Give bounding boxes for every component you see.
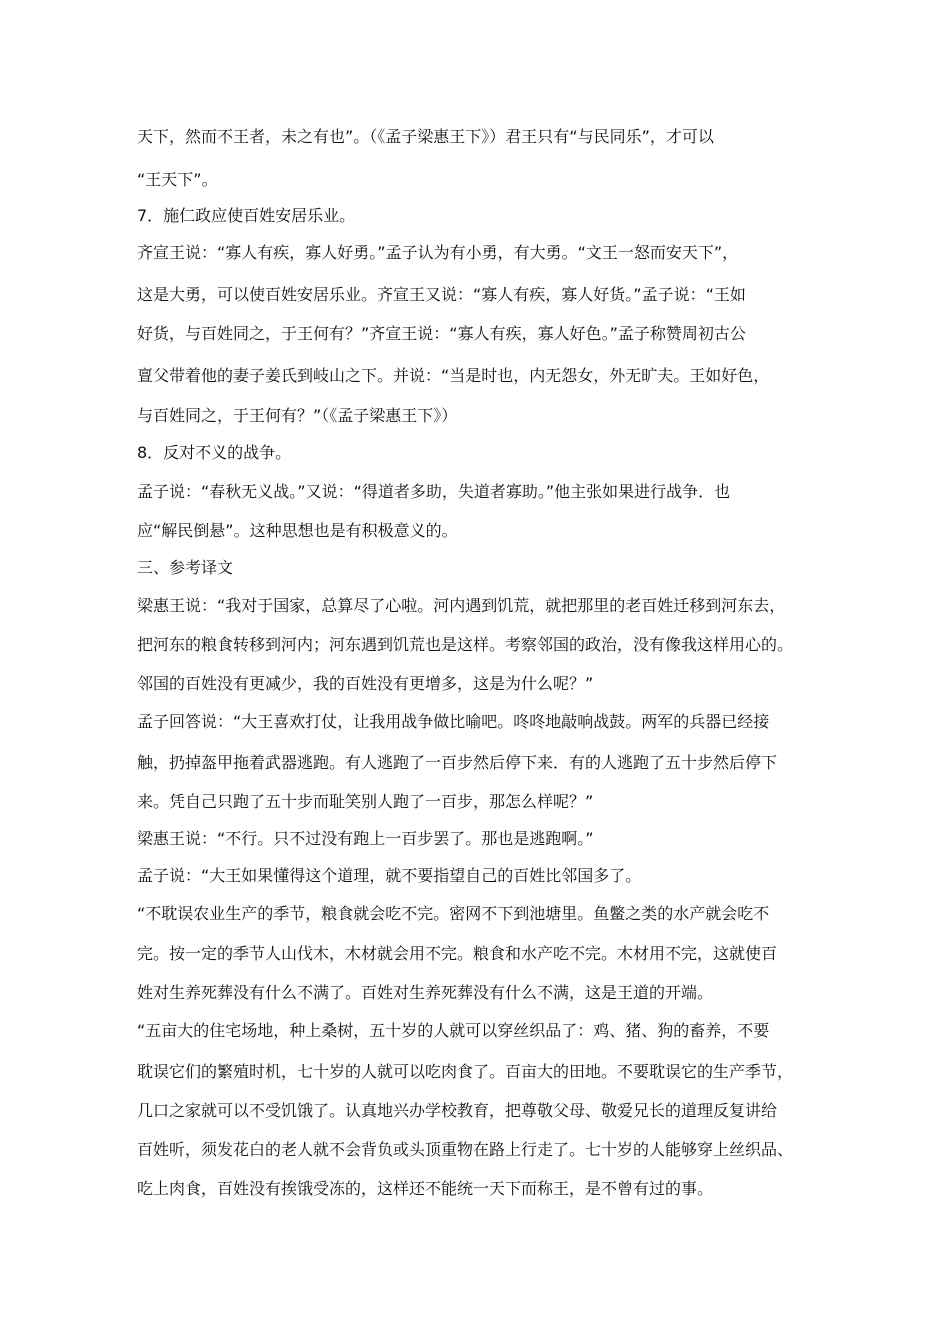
text-line: 把河东的粮食转移到河内；河东遇到饥荒也是这样。考察邻国的政治，没有像我这样用心的。 — [137, 635, 794, 654]
text-line: 来。凭自己只跑了五十步而耻笑别人跑了一百步，那怎么样呢？” — [137, 792, 594, 811]
text-line: 完。按一定的季节人山伐木，木材就会用不完。粮食和水产吃不完。木材用不完，这就使百 — [137, 944, 778, 963]
text-line: 百姓听，须发花白的老人就不会背负或头顶重物在路上行走了。七十岁的人能够穿上丝织品、 — [137, 1140, 794, 1159]
text-line: 孟子回答说：“大王喜欢打仗，让我用战争做比喻吧。咚咚地敲响战鼓。两军的兵器已经接 — [137, 712, 770, 731]
text-line: 孟子说：“春秋无义战。”又说：“得道者多助，失道者寡助。”他主张如果进行战争．也 — [137, 482, 731, 501]
text-line: 齐宣王说：“寡人有疾，寡人好勇。”孟子认为有小勇，有大勇。“文王一怒而安天下”， — [137, 243, 739, 262]
text-line: “王天下”。 — [137, 170, 218, 189]
text-line: “不耽误农业生产的季节，粮食就会吃不完。密网不下到池塘里。鱼鳖之类的水产就会吃不 — [137, 904, 770, 923]
section-heading: 三、参考译文 — [137, 558, 234, 577]
text-line: 吃上肉食，百姓没有挨饿受冻的，这样还不能统一天下而称王，是不曾有过的事。 — [137, 1179, 714, 1198]
text-line: 天下，然而不王者，未之有也”。（《孟子梁惠王下》）君王只有“与民同乐”，才可以 — [137, 127, 714, 146]
list-heading: 8．反对不义的战争。 — [137, 443, 292, 462]
text-line: 梁惠王说：“不行。只不过没有跑上一百步罢了。那也是逃跑啊。” — [137, 829, 594, 848]
text-line: 邻国的百姓没有更减少，我的百姓没有更增多，这是为什么呢？” — [137, 674, 594, 693]
text-line: 几口之家就可以不受饥饿了。认真地兴办学校教育，把尊敬父母、敬爱兄长的道理反复讲给 — [137, 1101, 778, 1120]
text-line: 姓对生养死葬没有什么不满了。百姓对生养死葬没有什么不满，这是王道的开端。 — [137, 983, 714, 1002]
text-line: 耽误它们的繁殖时机，七十岁的人就可以吃肉食了。百亩大的田地。不要耽误它的生产季节， — [137, 1062, 794, 1081]
text-line: 亶父带着他的妻子姜氏到岐山之下。并说：“当是时也，内无怨女，外无旷夫。王如好色， — [137, 366, 770, 385]
text-line: 好货，与百姓同之，于王何有？”齐宣王说：“寡人有疾，寡人好色。”孟子称赞周初古公 — [137, 324, 746, 343]
text-line: 这是大勇，可以使百姓安居乐业。齐宣王又说：“寡人有疾，寡人好货。”孟子说：“王如 — [137, 285, 746, 304]
text-line: 孟子说：“大王如果懂得这个道理，就不要指望自己的百姓比邻国多了。 — [137, 866, 642, 885]
text-line: 与百姓同之，于王何有？”（《孟子梁惠王下》） — [137, 406, 458, 425]
text-line: 触，扔掉盔甲拖着武器逃跑。有人逃跑了一百步然后停下来．有的人逃跑了五十步然后停下 — [137, 753, 778, 772]
text-line: “五亩大的住宅场地，种上桑树，五十岁的人就可以穿丝织品了：鸡、猪、狗的畜养，不要 — [137, 1021, 770, 1040]
text-line: 应“解民倒悬”。这种思想也是有积极意义的。 — [137, 521, 458, 540]
list-heading: 7．施仁政应使百姓安居乐业。 — [137, 206, 356, 225]
text-line: 梁惠王说：“我对于国家，总算尽了心啦。河内遇到饥荒，就把那里的老百姓迁移到河东去， — [137, 596, 786, 615]
